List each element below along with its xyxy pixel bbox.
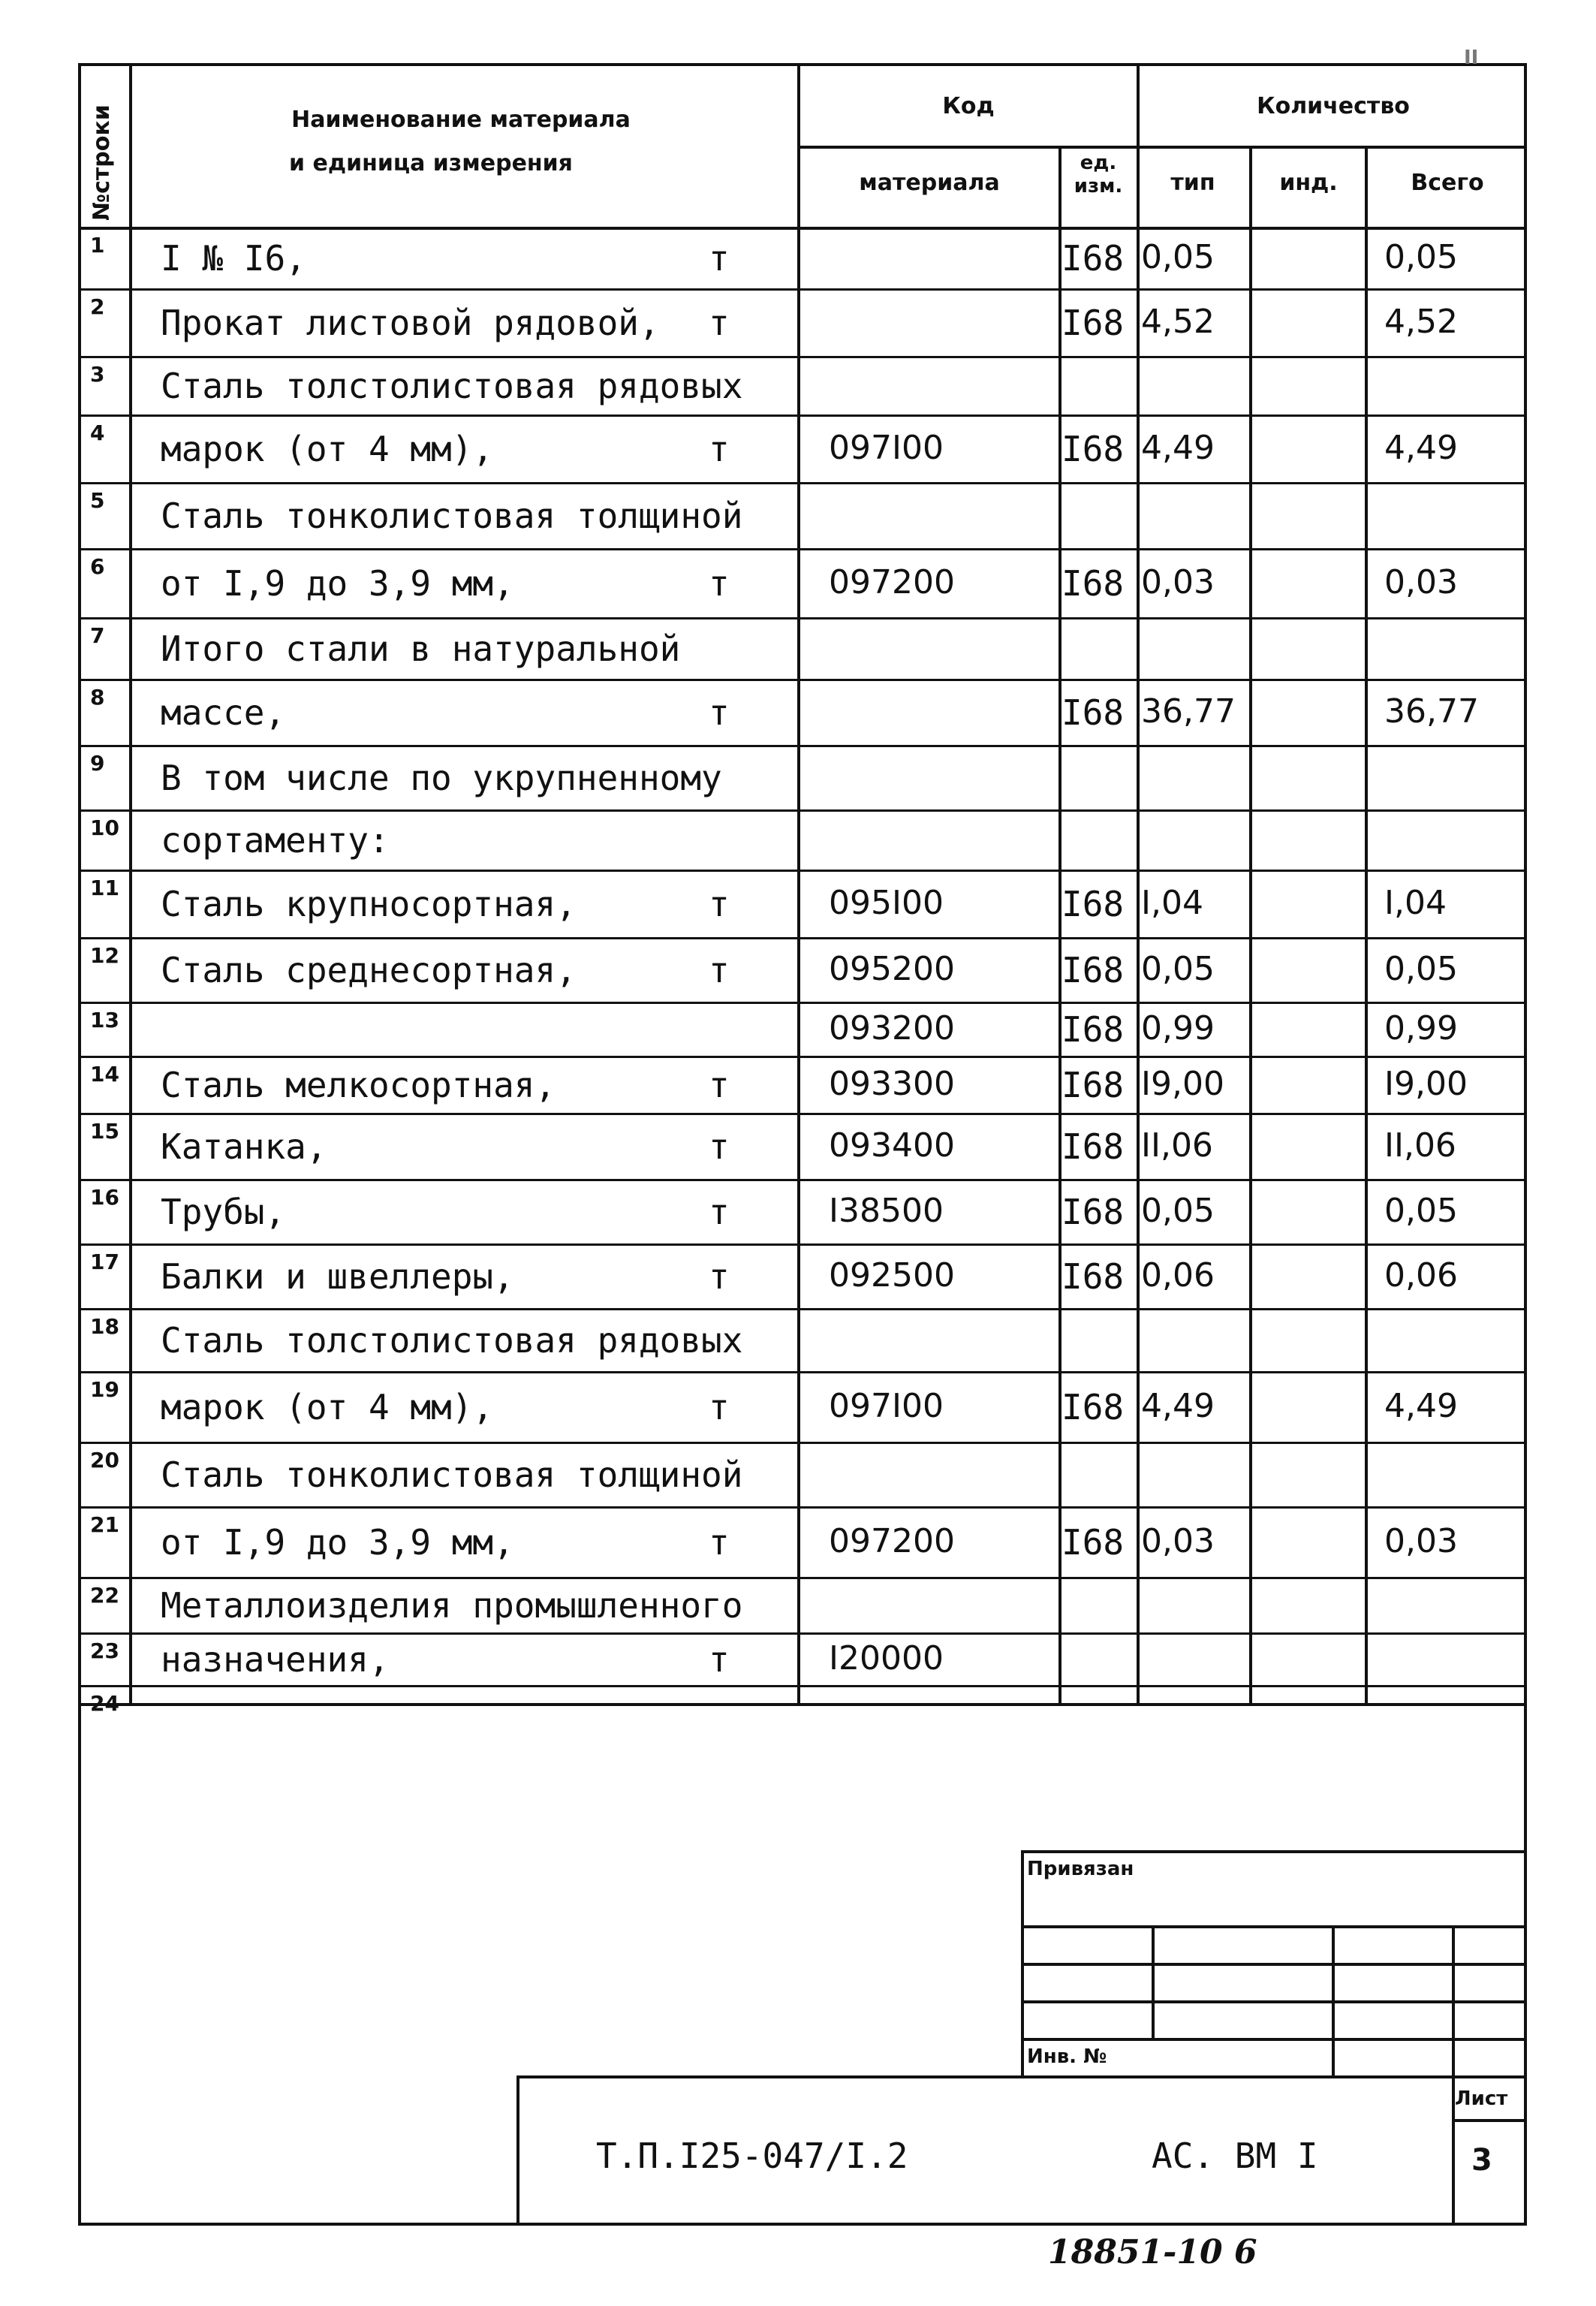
row-qty-type: 0,06 (1141, 1256, 1215, 1295)
row-qty-type: 0,03 (1141, 563, 1215, 601)
header-qty-type: тип (1170, 170, 1215, 196)
row-material-name: от I,9 до 3,9 мм, (161, 563, 514, 604)
row-qty-type: 4,49 (1141, 429, 1215, 467)
row-material-name: марок (от 4 мм), (161, 429, 494, 469)
row-separator (78, 1506, 1527, 1509)
row-unit: т (709, 1256, 730, 1297)
row-unit-code: I68 (1061, 950, 1125, 990)
col-line-name (797, 63, 800, 1703)
header-qty-ind: инд. (1279, 170, 1338, 196)
row-separator (78, 745, 1527, 747)
row-unit: т (709, 1522, 730, 1563)
row-separator (78, 1685, 1527, 1687)
row-number: 17 (90, 1249, 119, 1274)
row-qty-type: 36,77 (1141, 692, 1236, 731)
stamp-sheet-label: Лист (1455, 2087, 1508, 2110)
row-unit-code: I68 (1061, 563, 1125, 604)
row-unit: т (709, 1639, 730, 1680)
row-number: 9 (90, 751, 105, 776)
stamp-line-2 (1021, 1963, 1527, 1966)
row-material-name: сортаменту: (161, 820, 390, 861)
row-material-code: I38500 (829, 1192, 944, 1230)
header-mid-line (797, 146, 1527, 149)
row-separator (78, 937, 1527, 939)
row-material-name: I № I6, (161, 238, 306, 279)
row-number: 1 (90, 233, 105, 258)
row-number: 15 (90, 1119, 119, 1144)
row-separator (78, 414, 1527, 417)
row-separator (78, 288, 1527, 291)
row-unit-code: I68 (1061, 1065, 1125, 1105)
row-separator (78, 809, 1527, 812)
row-unit-code: I68 (1061, 1192, 1125, 1232)
row-material-name: марок (от 4 мм), (161, 1387, 494, 1427)
stamp-doc-mark: АС. ВМ I (1152, 2136, 1318, 2176)
row-material-name: Металлоизделия промышленного (161, 1585, 743, 1626)
row-separator (78, 870, 1527, 872)
row-number: 23 (90, 1638, 119, 1663)
col-line-tip (1249, 146, 1252, 1703)
row-qty-type: 0,05 (1141, 950, 1215, 988)
col-line-num (129, 63, 132, 1703)
row-number: 5 (90, 488, 105, 513)
row-separator (78, 617, 1527, 619)
header-name-line2: и единица измерения (289, 150, 573, 176)
row-material-name: Трубы, (161, 1192, 286, 1232)
row-material-name: Балки и швеллеры, (161, 1256, 514, 1297)
document-sheet (78, 63, 1527, 2226)
header-row-no: №строки (89, 104, 115, 221)
header-code-unit: ед. изм. (1074, 152, 1123, 198)
row-separator (78, 1179, 1527, 1181)
row-separator (78, 482, 1527, 484)
row-material-name: Итого стали в натуральной (161, 628, 681, 669)
row-unit: т (709, 1065, 730, 1105)
row-qty-total: 0,03 (1384, 1522, 1458, 1560)
row-separator (78, 1632, 1527, 1635)
row-material-name: Катанка, (161, 1126, 327, 1167)
header-code: Код (942, 93, 995, 119)
row-separator (78, 1577, 1527, 1579)
row-number: 13 (90, 1008, 119, 1032)
row-material-code: 097200 (829, 1522, 955, 1560)
row-material-code: 093400 (829, 1126, 955, 1165)
row-number: 11 (90, 876, 119, 900)
row-material-code: 092500 (829, 1256, 955, 1295)
row-number: 19 (90, 1377, 119, 1402)
row-qty-total: I,04 (1384, 884, 1447, 922)
row-qty-total: 0,06 (1384, 1256, 1458, 1295)
header-qty: Количество (1257, 93, 1410, 119)
row-qty-total: 0,03 (1384, 563, 1458, 601)
title-block-top-line (516, 2075, 1527, 2078)
row-number: 14 (90, 1062, 119, 1087)
row-unit-code: I68 (1061, 1522, 1125, 1563)
row-material-code: 095I00 (829, 884, 944, 922)
row-qty-total: 0,05 (1384, 238, 1458, 276)
row-unit-code: I68 (1061, 1126, 1125, 1167)
row-material-name: назначения, (161, 1639, 390, 1680)
stamp-line-3 (1021, 2000, 1527, 2003)
stamp-col-2 (1332, 1925, 1335, 2075)
stamp-col-1 (1152, 1925, 1155, 2038)
row-qty-type: 4,52 (1141, 303, 1215, 341)
row-unit: т (709, 429, 730, 469)
header-name-line1: Наименование материала (291, 107, 631, 133)
row-separator (78, 1243, 1527, 1246)
row-unit: т (709, 1192, 730, 1232)
row-separator (78, 1371, 1527, 1373)
row-separator (78, 1442, 1527, 1444)
row-material-code: 093300 (829, 1065, 955, 1103)
col-line-ed (1137, 63, 1140, 1703)
row-material-name: от I,9 до 3,9 мм, (161, 1522, 514, 1563)
col-line-code (1058, 146, 1061, 1703)
row-qty-type: 4,49 (1141, 1387, 1215, 1425)
row-separator (78, 1056, 1527, 1058)
title-block-left-line (516, 2075, 519, 2226)
row-separator (78, 679, 1527, 681)
row-qty-total: I9,00 (1384, 1065, 1468, 1103)
row-material-name: Сталь мелкосортная, (161, 1065, 556, 1105)
row-material-code: 097I00 (829, 429, 944, 467)
row-separator (78, 548, 1527, 550)
row-material-name: Сталь тонколистовая толщиной (161, 1454, 743, 1495)
row-material-code: 097200 (829, 563, 955, 601)
row-qty-total: 4,49 (1384, 1387, 1458, 1425)
stamp-line-4 (1021, 2038, 1527, 2041)
row-unit: т (709, 1387, 730, 1427)
col-line-ind (1365, 146, 1368, 1703)
row-unit: т (709, 303, 730, 343)
row-qty-total: II,06 (1384, 1126, 1456, 1165)
row-number: 10 (90, 815, 119, 840)
row-qty-type: II,06 (1141, 1126, 1213, 1165)
row-separator (78, 1002, 1527, 1004)
header-qty-total: Всего (1411, 170, 1484, 196)
header-bottom-line (78, 227, 1527, 230)
row-qty-type: 0,03 (1141, 1522, 1215, 1560)
handwritten-number: 18851-10 6 (1048, 2233, 1257, 2271)
row-qty-total: 0,99 (1384, 1009, 1458, 1047)
row-unit-code: I68 (1061, 238, 1125, 279)
row-qty-type: 0,99 (1141, 1009, 1215, 1047)
row-unit-code: I68 (1061, 303, 1125, 343)
row-number: 6 (90, 554, 105, 579)
row-unit-code: I68 (1061, 1387, 1125, 1427)
row-material-name: массе, (161, 692, 286, 733)
row-qty-total: 0,05 (1384, 950, 1458, 988)
row-material-name: Сталь толстолистовая рядовых (161, 1320, 743, 1361)
row-number: 8 (90, 685, 105, 710)
row-separator (78, 356, 1527, 358)
row-qty-total: 0,05 (1384, 1192, 1458, 1230)
row-material-name: В том числе по укрупненному (161, 758, 722, 798)
stamp-sheet-no: 3 (1471, 2143, 1492, 2178)
row-unit: т (709, 238, 730, 279)
row-unit-code: I68 (1061, 429, 1125, 469)
row-unit-code: I68 (1061, 692, 1125, 733)
row-unit: т (709, 1126, 730, 1167)
stamp-line-1 (1021, 1925, 1527, 1928)
row-unit-code: I68 (1061, 1009, 1125, 1050)
row-material-name: Прокат листовой рядовой, (161, 303, 660, 343)
row-number: 24 (90, 1691, 119, 1716)
row-number: 21 (90, 1512, 119, 1537)
stamp-privyazan: Привязан (1027, 1858, 1134, 1880)
stamp-top-line (1021, 1850, 1527, 1853)
row-unit: т (709, 950, 730, 990)
stamp-inv-no: Инв. № (1027, 2045, 1107, 2068)
row-number: 3 (90, 362, 105, 387)
header-code-material: материала (859, 170, 1000, 196)
stamp-col-3 (1452, 1925, 1455, 2075)
corner-mark: II (1464, 47, 1479, 69)
row-number: 12 (90, 943, 119, 968)
table-bottom-line (78, 1703, 1527, 1706)
row-unit: т (709, 884, 730, 924)
row-material-name: Сталь тонколистовая толщиной (161, 496, 743, 536)
row-material-code: 095200 (829, 950, 955, 988)
row-number: 2 (90, 294, 105, 319)
row-number: 16 (90, 1185, 119, 1210)
row-number: 7 (90, 623, 105, 648)
row-number: 18 (90, 1314, 119, 1339)
row-material-name: Сталь среднесортная, (161, 950, 577, 990)
row-material-code: 097I00 (829, 1387, 944, 1425)
row-qty-type: 0,05 (1141, 238, 1215, 276)
row-separator (78, 1308, 1527, 1310)
row-material-code: 093200 (829, 1009, 955, 1047)
row-number: 4 (90, 421, 105, 445)
row-material-name: Сталь толстолистовая рядовых (161, 366, 743, 406)
row-number: 22 (90, 1583, 119, 1608)
row-material-code: I20000 (829, 1639, 944, 1678)
row-unit-code: I68 (1061, 884, 1125, 924)
row-unit: т (709, 563, 730, 604)
stamp-doc-code: Т.П.I25-047/I.2 (596, 2136, 908, 2176)
row-qty-total: 4,49 (1384, 429, 1458, 467)
row-unit-code: I68 (1061, 1256, 1125, 1297)
row-qty-type: I,04 (1141, 884, 1203, 922)
row-qty-total: 4,52 (1384, 303, 1458, 341)
row-unit: т (709, 692, 730, 733)
row-material-name: Сталь крупносортная, (161, 884, 577, 924)
title-block-sheet-mid (1452, 2119, 1527, 2122)
row-qty-type: 0,05 (1141, 1192, 1215, 1230)
row-separator (78, 1113, 1527, 1115)
row-number: 20 (90, 1448, 119, 1473)
row-qty-total: 36,77 (1384, 692, 1479, 731)
row-qty-type: I9,00 (1141, 1065, 1224, 1103)
